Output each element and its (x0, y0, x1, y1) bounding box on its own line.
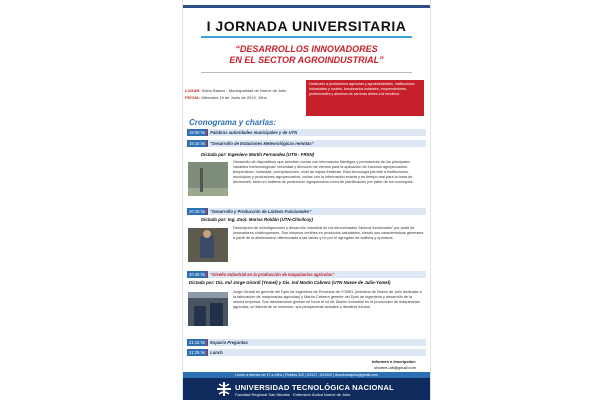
schedule-item (187, 349, 426, 356)
schedule-talk: “Desarrollo de Estaciones Meteorológicas remotas” (207, 140, 316, 147)
talk2-speaker: Dictada por: Ing. Zoot. Marisa Roldán (UTN-Chivilcoy) (201, 217, 313, 222)
subtitle-line-1: “DESARROLLOS INNOVADORES (235, 44, 378, 54)
schedule-item (187, 271, 426, 278)
intro-box: Destinado a productores agrícolas y agroindustriales, instituciones industriales y rurales, funcionarios estatales, emprendedores, profesionales y alumnos de carreras afines a la temática. (306, 80, 424, 116)
schedule-time: 20:15 hs (189, 209, 206, 214)
title-underline (201, 36, 412, 38)
lugar-value: Salón Bianco - Municipalidad de Nueve de Julio (201, 88, 287, 93)
schedule-talk: Palabras autoridades municipales y de UTN (207, 129, 299, 136)
talk3-description: Jorge Girardi es gerente del Dpto de Ingeniería de Procesos de YOMEL (industria de Nueve de Julio dedicada a la fabricación de maquinarias agrícolas) y Martín Cabrera gerente del Dpto de Ingeniería y desarrollo de la misma empresa. Sus disertaciones giraran en torno al rol de Diseño Industrial en la producción de maquinarias agrícolas, la historia de su inserción, sus perspectivas actuales y desafíos futuros. (233, 290, 422, 309)
talk1-photo (188, 162, 228, 196)
contact-label: Informes e inscripción: (371, 359, 416, 364)
subtitle-divider (201, 72, 412, 73)
fecha-value: Miércoles 19 de Junio de 2019, 19hs (201, 95, 267, 100)
schedule-item (187, 129, 426, 136)
contact-info (372, 359, 416, 371)
event-poster (183, 0, 430, 400)
poster-title: I JORNADA UNIVERSITARIA (206, 18, 407, 34)
contact-email: dnueve.udi@gmail.com (374, 365, 416, 370)
schedule-talk: “Desarrollo y Producción de Lácteos Funcionales” (207, 208, 313, 215)
university-name: UNIVERSIDAD TECNOLÓGICA NACIONAL (235, 383, 394, 392)
fecha-label: FECHA: (185, 95, 201, 100)
top-accent-bar (183, 5, 430, 8)
schedule-time: 21:25 hs (189, 350, 206, 355)
schedule-talk: “Diseño Industrial en la producción de maquinarias agrícolas” (207, 271, 336, 278)
faculty-name: Facultad Regional San Nicolás · Extensión Áulica Nueve de Julio (235, 392, 351, 397)
schedule-time: 20:45 hs (189, 272, 206, 277)
utn-logo-icon (217, 382, 231, 396)
footer-banner (183, 378, 430, 400)
event-details (185, 87, 303, 101)
schedule-talk: Espacio Preguntas (207, 339, 250, 346)
hours-bar: Lunes a viernes de 17 a 19hs | Roblios 322 | 02317 - 611002 | dnuvioobajulio@gmail.com (183, 372, 430, 378)
talk2-photo (188, 228, 228, 262)
schedule-time: 21:15 hs (189, 340, 206, 345)
schedule-talk: Lunch (207, 349, 225, 356)
schedule-time: 19:00 hs (189, 130, 206, 135)
schedule-item (187, 140, 426, 147)
schedule-time: 19:15 hs (189, 141, 206, 146)
talk2-description: Descripción de investigaciones y desarrollo industrial de los denominados “lácteos funcionales” por parte de innovadores chivilcoyenses. Son insumos creíbles en productos saludables, siendo sus características generales a partir de la alimentación diferenciada a las vacas y no por el agregado de aditivos y químicos. (233, 226, 424, 240)
schedule-item (187, 339, 426, 346)
schedule-item (187, 208, 426, 215)
talk1-speaker: Dictada por: Ingeniero Martín Fernandez (UTN - FRSN) (201, 152, 315, 157)
talk1-description: Desarrollo de dispositivos que permiten contar con información fidedigna y permanente de los principales variables meteorológicas: velocidad y dirección de vientos para la aplicación de insumos agropecuarios, temperatura, humedad, precipitaciones, nivel de napas freáticas. Esta tecnología permite a instituciones, municipios y productores agropecuarios, contar con la información exacta y en tiempo real para la toma de decisiones, tanto en materia de producción agropecuaria como de planificación por parte de los municipios. (233, 160, 414, 184)
cronograma-heading: Cronograma y charlas: (189, 118, 277, 127)
subtitle-line-2: EN EL SECTOR AGROINDUSTRIAL” (229, 55, 384, 65)
lugar-label: LUGAR: (185, 88, 201, 93)
talk3-speaker: Dictada por: Dis. Ind Jorge Girardi (Yomel) y Dis. Ind Martín Cabrera (UTN Nueve de Julio-Yomel) (189, 280, 391, 285)
talk3-photo (188, 292, 228, 326)
poster-subtitle (183, 44, 430, 66)
